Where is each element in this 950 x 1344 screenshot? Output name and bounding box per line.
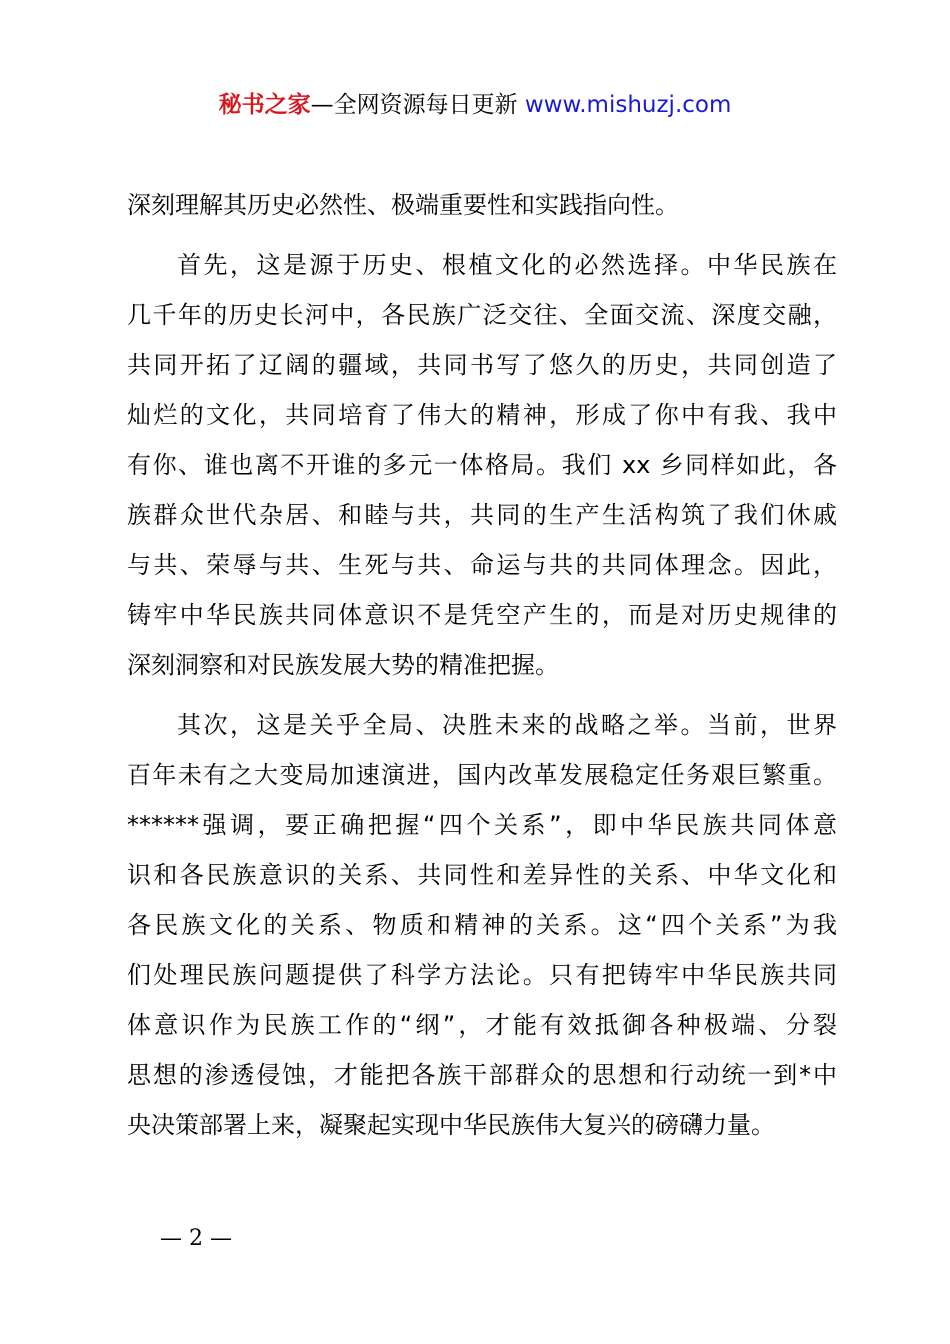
paragraph-line: 与共、荣辱与共、生死与共、命运与共的共同体理念。因此， [127,551,837,579]
paragraph-line: 思想的渗透侵蚀，才能把各族干部群众的思想和行动统一到*中 [127,1061,837,1089]
page-number: — 2 — [160,1226,232,1251]
paragraph-line: 族群众世代杂居、和睦与共，共同的生产生活构筑了我们休戚 [127,501,837,529]
paragraph-line: 深刻理解其历史必然性、极端重要性和实践指向性。 [127,191,679,219]
paragraph-line: 其次，这是关乎全局、决胜未来的战略之举。当前，世界 [177,711,837,739]
paragraph-line: 灿烂的文化，共同培育了伟大的精神，形成了你中有我、我中 [127,401,837,429]
document-body [127,180,837,1150]
site-header [0,88,950,122]
paragraph-line: ******强调，要正确把握“四个关系”，即中华民族共同体意 [127,811,837,839]
paragraph-line: 央决策部署上来，凝聚起实现中华民族伟大复兴的磅礴力量。 [127,1111,775,1139]
paragraph-line: 各民族文化的关系、物质和精神的关系。这“四个关系”为我 [127,911,837,939]
paragraph-line: 识和各民族意识的关系、共同性和差异性的关系、中华文化和 [127,861,837,889]
paragraph-line: 几千年的历史长河中，各民族广泛交往、全面交流、深度交融， [127,301,837,329]
paragraph-line: 体意识作为民族工作的“纲”，才能有效抵御各种极端、分裂 [127,1011,837,1039]
paragraph-line: 铸牢中华民族共同体意识不是凭空产生的，而是对历史规律的 [127,601,837,629]
brand-name: 秘书之家 [218,92,311,118]
paragraph-line: 百年未有之大变局加速演进，国内改革发展稳定任务艰巨繁重。 [127,761,837,789]
header-tagline: —全网资源每日更新 [310,92,525,118]
paragraph-line: 们处理民族问题提供了科学方法论。只有把铸牢中华民族共同 [127,961,837,989]
paragraph-line: 有你、谁也离不开谁的多元一体格局。我们 xx 乡同样如此，各 [127,451,837,479]
paragraph-line: 深刻洞察和对民族发展大势的精准把握。 [127,651,559,679]
site-url[interactable]: www.mishuzj.com [524,92,732,118]
paragraph-line: 首先，这是源于历史、根植文化的必然选择。中华民族在 [177,251,837,279]
paragraph-line: 共同开拓了辽阔的疆域，共同书写了悠久的历史，共同创造了 [127,351,837,379]
